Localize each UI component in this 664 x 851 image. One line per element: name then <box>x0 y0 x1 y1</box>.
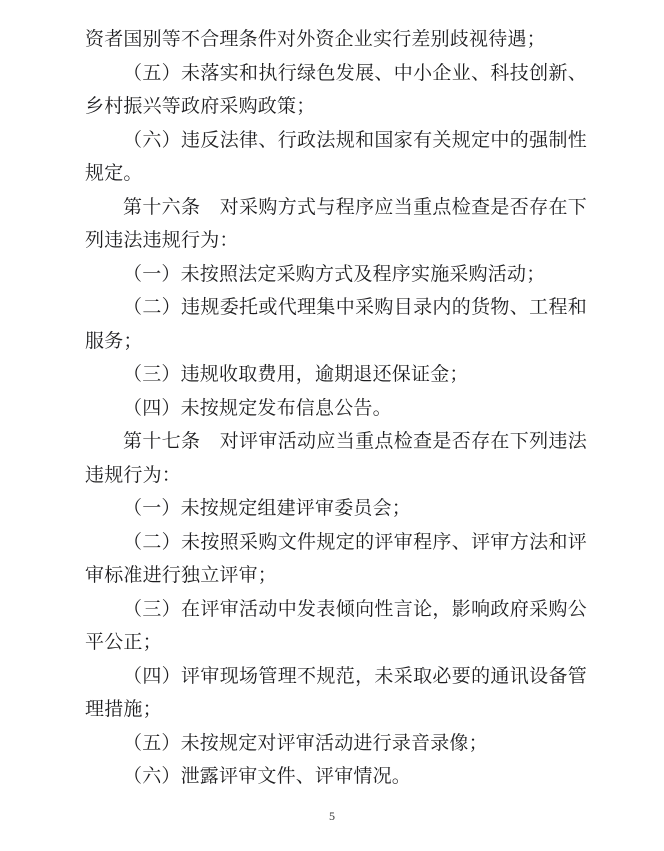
paragraph: （二）未按照采购文件规定的评审程序、评审方法和评审标准进行独立评审； <box>85 531 587 586</box>
paragraph: 第十七条 对评审活动应当重点检查是否存在下列违法违规行为： <box>85 431 587 486</box>
paragraph: （一）未按规定组建评审委员会； <box>123 498 412 519</box>
paragraph: （五）未按规定对评审活动进行录音录像； <box>123 732 488 754</box>
paragraph: （五）未落实和执行绿色发展、中小企业、科技创新、乡村振兴等政府采购政策； <box>85 62 587 117</box>
paragraph: 资者国别等不合理条件对外资企业实行差别歧视待遇； <box>85 29 546 50</box>
document-body <box>85 23 587 794</box>
paragraph: （四）评审现场管理不规范，未采取必要的通讯设备管理措施； <box>85 665 587 720</box>
paragraph: （一）未按照法定采购方式及程序实施采购活动； <box>123 263 546 285</box>
paragraph: （四）未按规定发布信息公告。 <box>123 397 392 419</box>
paragraph: （二）违规委托或代理集中采购目录内的货物、工程和服务； <box>85 297 587 352</box>
paragraph: （三）违规收取费用，逾期退还保证金； <box>123 364 469 385</box>
paragraph: 第十六条 对采购方式与程序应当重点检查是否存在下列违法违规行为： <box>85 196 587 251</box>
paragraph: （六）泄露评审文件、评审情况。 <box>123 766 412 787</box>
paragraph: （六）违反法律、行政法规和国家有关规定中的强制性规定。 <box>85 129 587 184</box>
page-number: 5 <box>329 809 335 823</box>
paragraph: （三）在评审活动中发表倾向性言论，影响政府采购公平公正； <box>85 598 587 653</box>
